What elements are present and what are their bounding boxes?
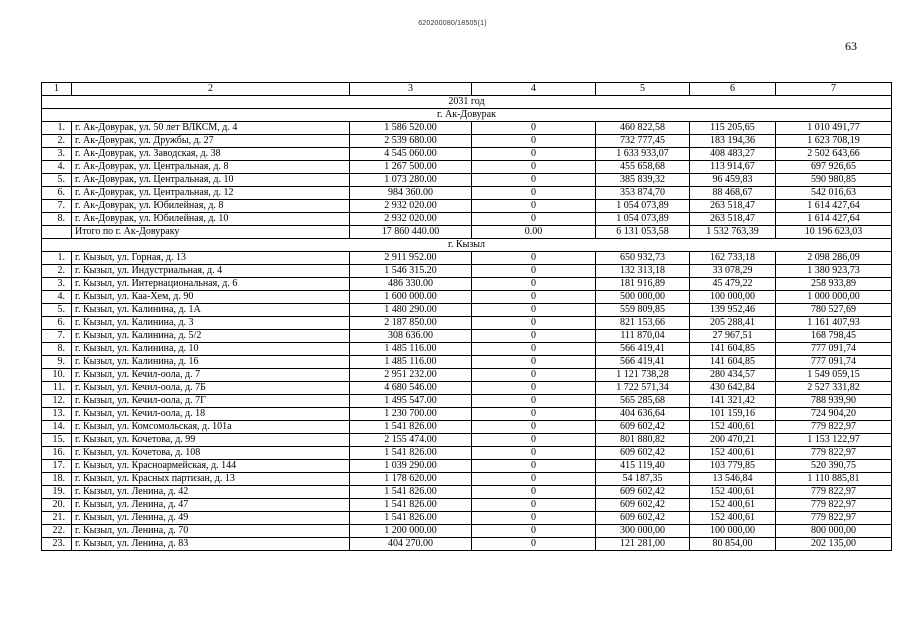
total-cost-cell: 1 541 826.00 — [350, 421, 472, 434]
region-budget-cell: 6 131 053,58 — [596, 226, 690, 239]
owners-funds-cell: 777 091,74 — [776, 343, 892, 356]
owners-funds-cell: 779 822,97 — [776, 499, 892, 512]
total-cost-cell: 2 187 850.00 — [350, 317, 472, 330]
address-cell: г. Кызыл, ул. Горная, д. 13 — [72, 252, 350, 265]
region-budget-cell: 111 870,04 — [596, 330, 690, 343]
row-number: 18. — [42, 473, 72, 486]
region-budget-cell: 565 285,68 — [596, 395, 690, 408]
owners-funds-cell: 590 980,85 — [776, 174, 892, 187]
row-number: 12. — [42, 395, 72, 408]
fund-cell: 0 — [472, 343, 596, 356]
row-number: 1. — [42, 122, 72, 135]
owners-funds-cell: 2 527 331,82 — [776, 382, 892, 395]
region-budget-cell: 181 916,89 — [596, 278, 690, 291]
row-number: 4. — [42, 291, 72, 304]
total-row — [42, 226, 892, 239]
total-cost-cell: 1 039 290.00 — [350, 460, 472, 473]
row-number: 2. — [42, 265, 72, 278]
region-budget-cell: 460 822,58 — [596, 122, 690, 135]
region-budget-cell: 609 602,42 — [596, 512, 690, 525]
table-row — [42, 356, 892, 369]
table-row — [42, 343, 892, 356]
total-cost-cell: 486 330.00 — [350, 278, 472, 291]
total-cost-cell: 1 267 500.00 — [350, 161, 472, 174]
fund-cell: 0 — [472, 265, 596, 278]
column-number-row — [42, 83, 892, 96]
table-row — [42, 330, 892, 343]
region-budget-cell: 609 602,42 — [596, 421, 690, 434]
address-cell: Итого по г. Ак-Довураку — [72, 226, 350, 239]
total-cost-cell: 1 073 280.00 — [350, 174, 472, 187]
address-cell: г. Ак-Довурак, ул. Центральная, д. 12 — [72, 187, 350, 200]
row-number: 2. — [42, 135, 72, 148]
row-number: 13. — [42, 408, 72, 421]
section-title: г. Кызыл — [42, 239, 892, 252]
owners-funds-cell: 1 614 427,64 — [776, 200, 892, 213]
fund-cell: 0 — [472, 421, 596, 434]
owners-funds-cell: 520 390,75 — [776, 460, 892, 473]
row-number: 11. — [42, 382, 72, 395]
year-heading: 2031 год — [42, 96, 892, 109]
owners-funds-cell: 168 798,45 — [776, 330, 892, 343]
fund-cell: 0 — [472, 252, 596, 265]
total-cost-cell: 2 539 680.00 — [350, 135, 472, 148]
total-cost-cell: 404 270.00 — [350, 538, 472, 551]
table-row — [42, 122, 892, 135]
address-cell: г. Кызыл, ул. Калинина, д. 3 — [72, 317, 350, 330]
table-row — [42, 460, 892, 473]
row-number: 3. — [42, 278, 72, 291]
row-number: 8. — [42, 213, 72, 226]
total-cost-cell: 1 485 116.00 — [350, 356, 472, 369]
fund-cell: 0 — [472, 395, 596, 408]
fund-cell: 0 — [472, 538, 596, 551]
region-budget-cell: 1 054 073,89 — [596, 213, 690, 226]
owners-funds-cell: 10 196 623,03 — [776, 226, 892, 239]
table-row — [42, 408, 892, 421]
owners-funds-cell: 697 926,65 — [776, 161, 892, 174]
owners-funds-cell: 777 091,74 — [776, 356, 892, 369]
column-header: 7 — [776, 83, 892, 96]
local-budget-cell: 205 288,41 — [690, 317, 776, 330]
table-row — [42, 434, 892, 447]
owners-funds-cell: 202 135,00 — [776, 538, 892, 551]
address-cell: г. Кызыл, ул. Красных партизан, д. 13 — [72, 473, 350, 486]
row-number: 17. — [42, 460, 72, 473]
region-budget-cell: 404 636,64 — [596, 408, 690, 421]
fund-cell: 0 — [472, 317, 596, 330]
local-budget-cell: 280 434,57 — [690, 369, 776, 382]
page-number: 63 — [845, 39, 857, 53]
table-row — [42, 291, 892, 304]
table-row — [42, 486, 892, 499]
table-row — [42, 135, 892, 148]
local-budget-cell: 152 400,61 — [690, 447, 776, 460]
row-number: 3. — [42, 148, 72, 161]
owners-funds-cell: 2 098 286,09 — [776, 252, 892, 265]
region-budget-cell: 1 722 571,34 — [596, 382, 690, 395]
table-row — [42, 538, 892, 551]
address-cell: г. Кызыл, ул. Кечил-оола, д. 7 — [72, 369, 350, 382]
fund-cell: 0 — [472, 122, 596, 135]
address-cell: г. Кызыл, ул. Каа-Хем, д. 90 — [72, 291, 350, 304]
table-row — [42, 447, 892, 460]
address-cell: г. Кызыл, ул. Ленина, д. 49 — [72, 512, 350, 525]
address-cell: г. Кызыл, ул. Калинина, д. 16 — [72, 356, 350, 369]
fund-cell: 0 — [472, 512, 596, 525]
fund-cell: 0 — [472, 148, 596, 161]
owners-funds-cell: 1 380 923,73 — [776, 265, 892, 278]
row-number: 10. — [42, 369, 72, 382]
address-cell: г. Кызыл, ул. Кечил-оола, д. 18 — [72, 408, 350, 421]
region-budget-cell: 415 119,40 — [596, 460, 690, 473]
row-number: 16. — [42, 447, 72, 460]
address-cell: г. Кызыл, ул. Индустриальная, д. 4 — [72, 265, 350, 278]
local-budget-cell: 408 483,27 — [690, 148, 776, 161]
row-number: 6. — [42, 317, 72, 330]
total-cost-cell: 2 155 474.00 — [350, 434, 472, 447]
total-cost-cell: 1 546 315.20 — [350, 265, 472, 278]
owners-funds-cell: 1 161 407,93 — [776, 317, 892, 330]
region-budget-cell: 821 153,66 — [596, 317, 690, 330]
owners-funds-cell: 1 010 491,77 — [776, 122, 892, 135]
local-budget-cell: 152 400,61 — [690, 512, 776, 525]
owners-funds-cell: 1 110 885,81 — [776, 473, 892, 486]
address-cell: г. Кызыл, ул. Калинина, д. 1А — [72, 304, 350, 317]
financing-table — [41, 82, 892, 551]
local-budget-cell: 113 914,67 — [690, 161, 776, 174]
local-budget-cell: 27 967,51 — [690, 330, 776, 343]
total-cost-cell: 2 932 020.00 — [350, 200, 472, 213]
local-budget-cell: 80 854,00 — [690, 538, 776, 551]
local-budget-cell: 183 194,36 — [690, 135, 776, 148]
fund-cell: 0 — [472, 460, 596, 473]
total-cost-cell: 1 200 000.00 — [350, 525, 472, 538]
owners-funds-cell: 1 614 427,64 — [776, 213, 892, 226]
region-budget-cell: 609 602,42 — [596, 499, 690, 512]
table-row — [42, 369, 892, 382]
region-budget-cell: 385 839,32 — [596, 174, 690, 187]
region-budget-cell: 732 777,45 — [596, 135, 690, 148]
address-cell: г. Ак-Довурак, ул. Дружбы, д. 27 — [72, 135, 350, 148]
region-budget-cell: 500 000,00 — [596, 291, 690, 304]
total-cost-cell: 2 932 020.00 — [350, 213, 472, 226]
total-cost-cell: 1 480 290.00 — [350, 304, 472, 317]
owners-funds-cell: 779 822,97 — [776, 447, 892, 460]
owners-funds-cell: 800 000,00 — [776, 525, 892, 538]
row-number: 22. — [42, 525, 72, 538]
local-budget-cell: 88 468,67 — [690, 187, 776, 200]
fund-cell: 0 — [472, 187, 596, 200]
fund-cell: 0 — [472, 161, 596, 174]
region-budget-cell: 1 121 738,28 — [596, 369, 690, 382]
owners-funds-cell: 779 822,97 — [776, 421, 892, 434]
local-budget-cell: 430 642,84 — [690, 382, 776, 395]
address-cell: г. Ак-Довурак, ул. Заводская, д. 38 — [72, 148, 350, 161]
region-budget-cell: 1 054 073,89 — [596, 200, 690, 213]
total-cost-cell: 1 230 700.00 — [350, 408, 472, 421]
row-number: 19. — [42, 486, 72, 499]
table-row — [42, 265, 892, 278]
local-budget-cell: 1 532 763,39 — [690, 226, 776, 239]
fund-cell: 0 — [472, 473, 596, 486]
region-budget-cell: 609 602,42 — [596, 447, 690, 460]
fund-cell: 0 — [472, 382, 596, 395]
table-row — [42, 148, 892, 161]
owners-funds-cell: 724 904,20 — [776, 408, 892, 421]
region-budget-cell: 54 187,35 — [596, 473, 690, 486]
local-budget-cell: 141 604,85 — [690, 356, 776, 369]
fund-cell: 0 — [472, 434, 596, 447]
total-cost-cell: 1 178 620.00 — [350, 473, 472, 486]
table-row — [42, 317, 892, 330]
fund-cell: 0 — [472, 369, 596, 382]
total-cost-cell: 2 911 952.00 — [350, 252, 472, 265]
total-cost-cell: 2 951 232.00 — [350, 369, 472, 382]
row-number: 20. — [42, 499, 72, 512]
local-budget-cell: 96 459,83 — [690, 174, 776, 187]
local-budget-cell: 45 479,22 — [690, 278, 776, 291]
owners-funds-cell: 1 000 000,00 — [776, 291, 892, 304]
fund-cell: 0 — [472, 330, 596, 343]
address-cell: г. Ак-Довурак, ул. Юбилейная, д. 10 — [72, 213, 350, 226]
address-cell: г. Кызыл, ул. Ленина, д. 47 — [72, 499, 350, 512]
table-row — [42, 421, 892, 434]
column-header: 6 — [690, 83, 776, 96]
owners-funds-cell: 1 549 059,15 — [776, 369, 892, 382]
total-cost-cell: 4 680 546.00 — [350, 382, 472, 395]
year-heading-row — [42, 96, 892, 109]
table-row — [42, 161, 892, 174]
fund-cell: 0 — [472, 356, 596, 369]
address-cell: г. Кызыл, ул. Ленина, д. 42 — [72, 486, 350, 499]
fund-cell: 0 — [472, 278, 596, 291]
total-cost-cell: 308 636.00 — [350, 330, 472, 343]
row-number: 7. — [42, 200, 72, 213]
row-number: 14. — [42, 421, 72, 434]
address-cell: г. Кызыл, ул. Кочетова, д. 99 — [72, 434, 350, 447]
address-cell: г. Ак-Довурак, ул. Юбилейная, д. 8 — [72, 200, 350, 213]
address-cell: г. Кызыл, ул. Интернациональная, д. 6 — [72, 278, 350, 291]
owners-funds-cell: 779 822,97 — [776, 512, 892, 525]
row-number: 7. — [42, 330, 72, 343]
row-number: 8. — [42, 343, 72, 356]
local-budget-cell: 200 470,21 — [690, 434, 776, 447]
total-cost-cell: 1 541 826.00 — [350, 512, 472, 525]
fund-cell: 0 — [472, 525, 596, 538]
table-row — [42, 499, 892, 512]
table-row — [42, 512, 892, 525]
owners-funds-cell: 780 527,69 — [776, 304, 892, 317]
fund-cell: 0.00 — [472, 226, 596, 239]
address-cell: г. Кызыл, ул. Комсомольская, д. 101а — [72, 421, 350, 434]
table-row — [42, 382, 892, 395]
total-cost-cell: 17 860 440.00 — [350, 226, 472, 239]
address-cell: г. Кызыл, ул. Ленина, д. 70 — [72, 525, 350, 538]
table-row — [42, 278, 892, 291]
total-cost-cell: 1 541 826.00 — [350, 499, 472, 512]
owners-funds-cell: 542 016,63 — [776, 187, 892, 200]
fund-cell: 0 — [472, 291, 596, 304]
owners-funds-cell: 1 153 122,97 — [776, 434, 892, 447]
fund-cell: 0 — [472, 304, 596, 317]
local-budget-cell: 152 400,61 — [690, 421, 776, 434]
row-number: 15. — [42, 434, 72, 447]
region-budget-cell: 801 880,82 — [596, 434, 690, 447]
table-row — [42, 395, 892, 408]
column-header: 1 — [42, 83, 72, 96]
owners-funds-cell: 2 502 643,66 — [776, 148, 892, 161]
local-budget-cell: 141 604,85 — [690, 343, 776, 356]
local-budget-cell: 139 952,46 — [690, 304, 776, 317]
table-row — [42, 187, 892, 200]
region-budget-cell: 121 281,00 — [596, 538, 690, 551]
total-cost-cell: 1 495 547.00 — [350, 395, 472, 408]
fund-cell: 0 — [472, 408, 596, 421]
table-row — [42, 473, 892, 486]
local-budget-cell: 141 321,42 — [690, 395, 776, 408]
row-number: 21. — [42, 512, 72, 525]
total-cost-cell: 4 545 060.00 — [350, 148, 472, 161]
region-budget-cell: 455 658,68 — [596, 161, 690, 174]
region-budget-cell: 650 932,73 — [596, 252, 690, 265]
section-title: г. Ак-Довурак — [42, 109, 892, 122]
total-cost-cell: 984 360.00 — [350, 187, 472, 200]
address-cell: г. Кызыл, ул. Калинина, д. 10 — [72, 343, 350, 356]
table-row — [42, 304, 892, 317]
local-budget-cell: 100 000,00 — [690, 525, 776, 538]
column-header: 2 — [72, 83, 350, 96]
fund-cell: 0 — [472, 200, 596, 213]
fund-cell: 0 — [472, 174, 596, 187]
total-cost-cell: 1 600 000.00 — [350, 291, 472, 304]
total-cost-cell: 1 586 520.00 — [350, 122, 472, 135]
table-row — [42, 213, 892, 226]
row-number: 6. — [42, 187, 72, 200]
row-number: 4. — [42, 161, 72, 174]
row-number: 1. — [42, 252, 72, 265]
region-budget-cell: 353 874,70 — [596, 187, 690, 200]
section-heading-row — [42, 239, 892, 252]
region-budget-cell: 566 419,41 — [596, 356, 690, 369]
fund-cell: 0 — [472, 447, 596, 460]
document-stamp: 620200080/18505(1) — [418, 20, 487, 27]
local-budget-cell: 100 000,00 — [690, 291, 776, 304]
region-budget-cell: 300 000,00 — [596, 525, 690, 538]
region-budget-cell: 566 419,41 — [596, 343, 690, 356]
owners-funds-cell: 258 933,89 — [776, 278, 892, 291]
table-row — [42, 525, 892, 538]
address-cell: г. Ак-Довурак, ул. Центральная, д. 10 — [72, 174, 350, 187]
table-row — [42, 200, 892, 213]
address-cell: г. Ак-Довурак, ул. Центральная, д. 8 — [72, 161, 350, 174]
local-budget-cell: 101 159,16 — [690, 408, 776, 421]
local-budget-cell: 152 400,61 — [690, 499, 776, 512]
region-budget-cell: 559 809,85 — [596, 304, 690, 317]
region-budget-cell: 609 602,42 — [596, 486, 690, 499]
table-row — [42, 252, 892, 265]
column-header: 5 — [596, 83, 690, 96]
owners-funds-cell: 779 822,97 — [776, 486, 892, 499]
owners-funds-cell: 788 939,90 — [776, 395, 892, 408]
region-budget-cell: 132 313,18 — [596, 265, 690, 278]
total-cost-cell: 1 541 826.00 — [350, 486, 472, 499]
address-cell: г. Ак-Довурак, ул. 50 лет ВЛКСМ, д. 4 — [72, 122, 350, 135]
local-budget-cell: 162 733,18 — [690, 252, 776, 265]
fund-cell: 0 — [472, 135, 596, 148]
address-cell: г. Кызыл, ул. Кечил-оола, д. 7Б — [72, 382, 350, 395]
local-budget-cell: 263 518,47 — [690, 200, 776, 213]
owners-funds-cell: 1 623 708,19 — [776, 135, 892, 148]
address-cell: г. Кызыл, ул. Кечил-оола, д. 7Г — [72, 395, 350, 408]
column-header: 3 — [350, 83, 472, 96]
row-number: 9. — [42, 356, 72, 369]
row-number: 23. — [42, 538, 72, 551]
column-header: 4 — [472, 83, 596, 96]
total-cost-cell: 1 485 116.00 — [350, 343, 472, 356]
total-cost-cell: 1 541 826.00 — [350, 447, 472, 460]
local-budget-cell: 115 205,65 — [690, 122, 776, 135]
address-cell: г. Кызыл, ул. Ленина, д. 83 — [72, 538, 350, 551]
section-heading-row — [42, 109, 892, 122]
address-cell: г. Кызыл, ул. Кочетова, д. 108 — [72, 447, 350, 460]
local-budget-cell: 152 400,61 — [690, 486, 776, 499]
fund-cell: 0 — [472, 486, 596, 499]
row-number: 5. — [42, 174, 72, 187]
local-budget-cell: 33 078,29 — [690, 265, 776, 278]
address-cell: г. Кызыл, ул. Красноармейская, д. 144 — [72, 460, 350, 473]
region-budget-cell: 1 633 933,07 — [596, 148, 690, 161]
local-budget-cell: 13 546,84 — [690, 473, 776, 486]
local-budget-cell: 103 779,85 — [690, 460, 776, 473]
table-row — [42, 174, 892, 187]
local-budget-cell: 263 518,47 — [690, 213, 776, 226]
address-cell: г. Кызыл, ул. Калинина, д. 5/2 — [72, 330, 350, 343]
row-number: 5. — [42, 304, 72, 317]
row-number — [42, 226, 72, 239]
fund-cell: 0 — [472, 499, 596, 512]
fund-cell: 0 — [472, 213, 596, 226]
